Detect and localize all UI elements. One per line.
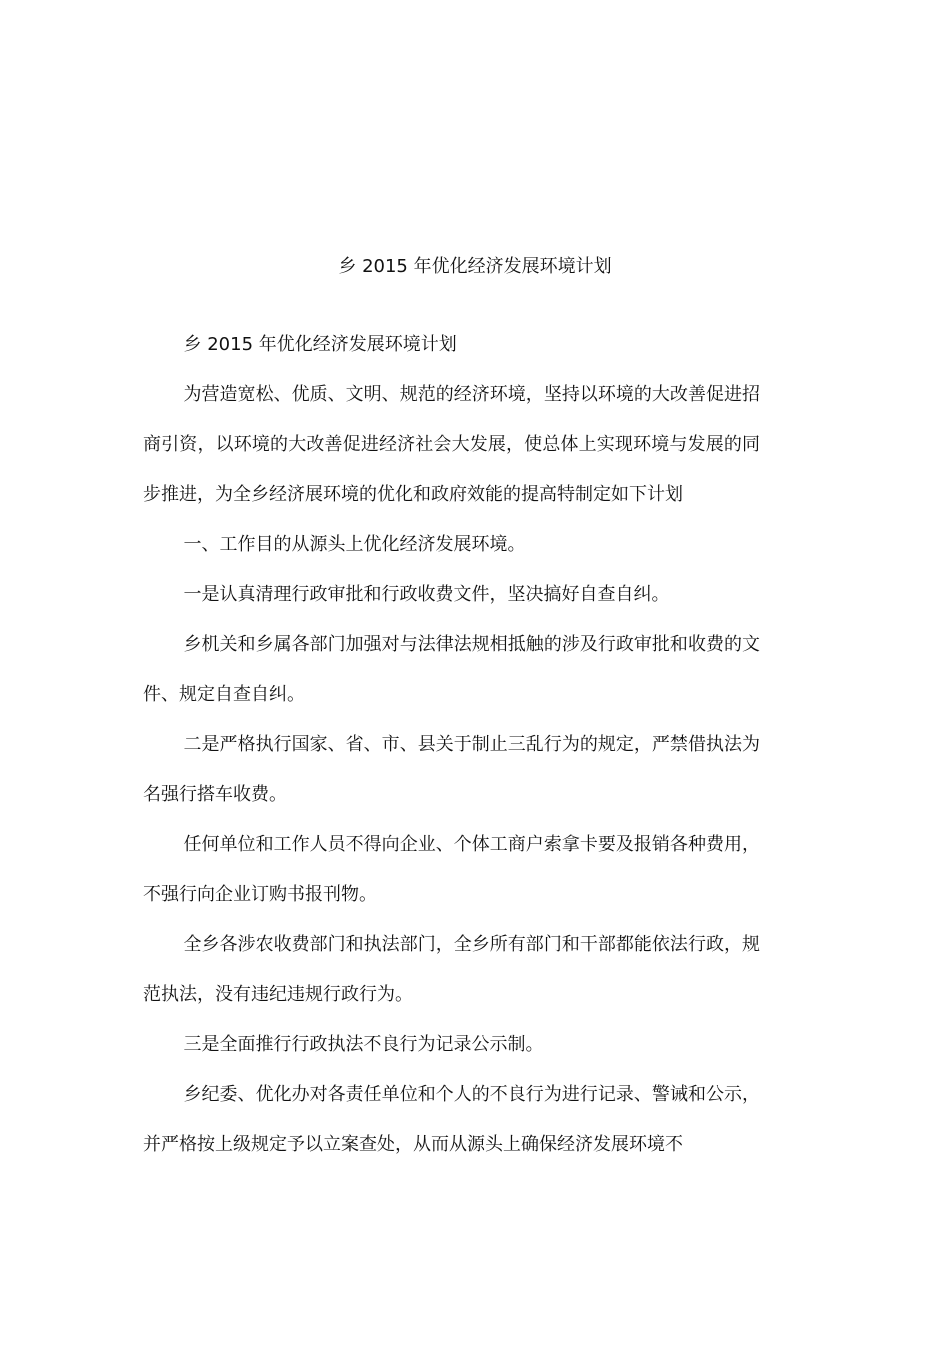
paragraph-item-two: 二是严格执行国家、省、市、县关于制止三乱行为的规定，严禁借执法为名强行搭车收费。 <box>143 734 760 805</box>
paragraph-item-three: 三是全面推行行政执法不良行为记录公示制。 <box>183 1034 544 1055</box>
paragraph-subtitle: 乡 2015 年优化经济发展环境计划 <box>183 334 457 355</box>
paragraph-item-three-detail: 乡纪委、优化办对各责任单位和个人的不良行为进行记录、警诫和公示，并严格按上级规定予以立案查处，从而从源头上确保经济发展环境不 <box>143 1084 760 1155</box>
paragraph-intro: 为营造宽松、优质、文明、规范的经济环境，坚持以环境的大改善促进招商引资，以环境的大改善促进经济社会大发展，使总体上实现环境与发展的同步推进，为全乡经济展环境的优化和政府效能的提高特制定如下计划 <box>143 384 760 505</box>
document-body <box>143 320 760 1170</box>
paragraph-section-one: 一、工作目的从源头上优化经济发展环境。 <box>183 534 526 555</box>
paragraph-item-one-detail: 乡机关和乡属各部门加强对与法律法规相抵触的涉及行政审批和收费的文件、规定自查自纠。 <box>143 634 760 705</box>
paragraph-item-one: 一是认真清理行政审批和行政收费文件，坚决搞好自查自纠。 <box>183 584 670 605</box>
document-title: 乡 2015 年优化经济发展环境计划 <box>338 256 612 277</box>
paragraph-item-two-detail-b: 全乡各涉农收费部门和执法部门，全乡所有部门和干部都能依法行政，规范执法，没有违纪违规行政行为。 <box>143 934 760 1005</box>
paragraph-item-two-detail-a: 任何单位和工作人员不得向企业、个体工商户索拿卡要及报销各种费用，不强行向企业订购书报刊物。 <box>143 834 760 905</box>
